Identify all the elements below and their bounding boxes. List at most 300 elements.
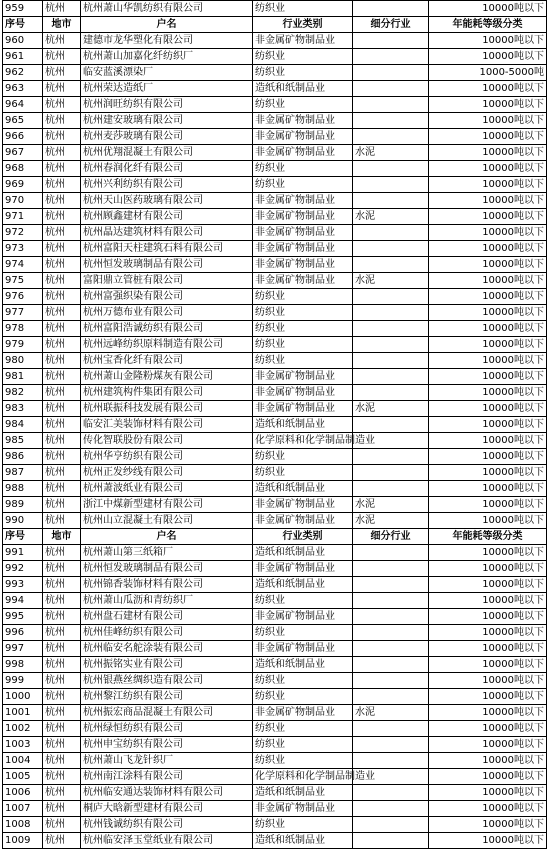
table-row bbox=[3, 65, 547, 81]
row-number: 987 bbox=[3, 465, 43, 481]
table-row bbox=[3, 513, 547, 529]
row-company-name: 杭州萧山瓜沥和青纺织厂 bbox=[81, 593, 253, 609]
row-company-name: 杭州华亨纺织有限公司 bbox=[81, 449, 253, 465]
table-row bbox=[3, 449, 547, 465]
row-number: 977 bbox=[3, 305, 43, 321]
row-energy-class: 10000吨以下 bbox=[429, 817, 547, 833]
row-sub-industry bbox=[353, 833, 429, 849]
row-sub-industry bbox=[353, 625, 429, 641]
row-city: 杭州 bbox=[43, 177, 81, 193]
row-industry: 造纸和纸制品业 bbox=[253, 833, 353, 849]
row-energy-class: 10000吨以下 bbox=[429, 753, 547, 769]
row-sub-industry: 水泥 bbox=[353, 401, 429, 417]
row-city: 杭州 bbox=[43, 625, 81, 641]
row-number: 959 bbox=[3, 1, 43, 17]
header-row bbox=[3, 529, 547, 545]
row-energy-class: 10000吨以下 bbox=[429, 97, 547, 113]
header-industry: 行业类别 bbox=[253, 17, 353, 33]
row-company-name: 杭州万德布业有限公司 bbox=[81, 305, 253, 321]
table-row bbox=[3, 113, 547, 129]
row-sub-industry: 水泥 bbox=[353, 705, 429, 721]
row-industry: 非金属矿物制品业 bbox=[253, 273, 353, 289]
row-energy-class: 10000吨以下 bbox=[429, 801, 547, 817]
table-row bbox=[3, 417, 547, 433]
row-energy-class: 1000-5000吨 bbox=[429, 65, 547, 81]
table-row bbox=[3, 561, 547, 577]
table-row bbox=[3, 641, 547, 657]
row-industry: 纺织业 bbox=[253, 737, 353, 753]
row-sub-industry bbox=[353, 817, 429, 833]
table-row bbox=[3, 337, 547, 353]
row-sub-industry bbox=[353, 97, 429, 113]
row-industry: 纺织业 bbox=[253, 673, 353, 689]
row-number: 1003 bbox=[3, 737, 43, 753]
row-company-name: 桐庐大晗新型建材有限公司 bbox=[81, 801, 253, 817]
table-row bbox=[3, 433, 547, 449]
row-sub-industry bbox=[353, 49, 429, 65]
row-energy-class: 10000吨以下 bbox=[429, 305, 547, 321]
row-sub-industry bbox=[353, 753, 429, 769]
row-number: 1005 bbox=[3, 769, 43, 785]
row-energy-class: 10000吨以下 bbox=[429, 561, 547, 577]
row-company-name: 建德市龙华塑化有限公司 bbox=[81, 33, 253, 49]
row-city: 杭州 bbox=[43, 257, 81, 273]
row-number: 965 bbox=[3, 113, 43, 129]
row-city: 杭州 bbox=[43, 705, 81, 721]
table-row bbox=[3, 305, 547, 321]
row-company-name: 杭州恒发玻璃制品有限公司 bbox=[81, 561, 253, 577]
row-company-name: 杭州恒发玻璃制品有限公司 bbox=[81, 257, 253, 273]
row-sub-industry bbox=[353, 641, 429, 657]
row-industry: 非金属矿物制品业 bbox=[253, 129, 353, 145]
header-no: 序号 bbox=[3, 17, 43, 33]
row-city: 杭州 bbox=[43, 497, 81, 513]
header-industry: 行业类别 bbox=[253, 529, 353, 545]
row-energy-class: 10000吨以下 bbox=[429, 641, 547, 657]
row-energy-class: 10000吨以下 bbox=[429, 609, 547, 625]
row-energy-class: 10000吨以下 bbox=[429, 161, 547, 177]
row-energy-class: 10000吨以下 bbox=[429, 705, 547, 721]
row-company-name: 杭州申宝纺织有限公司 bbox=[81, 737, 253, 753]
row-company-name: 杭州临安通达装饰材料有限公司 bbox=[81, 785, 253, 801]
row-company-name: 杭州山立混凝土有限公司 bbox=[81, 513, 253, 529]
row-sub-industry: 水泥 bbox=[353, 209, 429, 225]
table-row bbox=[3, 625, 547, 641]
row-energy-class: 10000吨以下 bbox=[429, 81, 547, 97]
row-number: 993 bbox=[3, 577, 43, 593]
row-company-name: 杭州富阳浩诚纺织有限公司 bbox=[81, 321, 253, 337]
row-energy-class: 10000吨以下 bbox=[429, 257, 547, 273]
row-company-name: 杭州萧山金隆粉煤灰有限公司 bbox=[81, 369, 253, 385]
row-industry: 非金属矿物制品业 bbox=[253, 801, 353, 817]
row-number: 1008 bbox=[3, 817, 43, 833]
table-row bbox=[3, 209, 547, 225]
row-industry: 造纸和纸制品业 bbox=[253, 545, 353, 561]
row-sub-industry bbox=[353, 657, 429, 673]
row-city: 杭州 bbox=[43, 609, 81, 625]
table-row bbox=[3, 353, 547, 369]
row-number: 974 bbox=[3, 257, 43, 273]
row-city: 杭州 bbox=[43, 49, 81, 65]
row-company-name: 杭州佳峰纺织有限公司 bbox=[81, 625, 253, 641]
row-sub-industry bbox=[353, 1, 429, 17]
row-company-name: 杭州建安玻璃有限公司 bbox=[81, 113, 253, 129]
row-industry: 纺织业 bbox=[253, 721, 353, 737]
row-company-name: 杭州黎江纺织有限公司 bbox=[81, 689, 253, 705]
row-industry: 纺织业 bbox=[253, 1, 353, 17]
table-row bbox=[3, 785, 547, 801]
row-number: 986 bbox=[3, 449, 43, 465]
table-row bbox=[3, 193, 547, 209]
row-energy-class: 10000吨以下 bbox=[429, 337, 547, 353]
row-sub-industry bbox=[353, 417, 429, 433]
row-city: 杭州 bbox=[43, 353, 81, 369]
row-energy-class: 10000吨以下 bbox=[429, 497, 547, 513]
row-industry: 纺织业 bbox=[253, 625, 353, 641]
row-industry: 非金属矿物制品业 bbox=[253, 369, 353, 385]
row-number: 978 bbox=[3, 321, 43, 337]
row-energy-class: 10000吨以下 bbox=[429, 593, 547, 609]
row-number: 960 bbox=[3, 33, 43, 49]
row-number: 988 bbox=[3, 481, 43, 497]
row-industry: 纺织业 bbox=[253, 321, 353, 337]
row-number: 997 bbox=[3, 641, 43, 657]
row-city: 杭州 bbox=[43, 241, 81, 257]
table-row bbox=[3, 273, 547, 289]
row-sub-industry bbox=[353, 689, 429, 705]
row-company-name: 杭州萧山华凯纺织有限公司 bbox=[81, 1, 253, 17]
row-company-name: 临安蓝溪漂染厂 bbox=[81, 65, 253, 81]
row-company-name: 杭州锦香装饰材料有限公司 bbox=[81, 577, 253, 593]
row-number: 963 bbox=[3, 81, 43, 97]
row-number: 980 bbox=[3, 353, 43, 369]
row-industry: 纺织业 bbox=[253, 65, 353, 81]
row-city: 杭州 bbox=[43, 785, 81, 801]
row-industry: 非金属矿物制品业 bbox=[253, 609, 353, 625]
row-city: 杭州 bbox=[43, 193, 81, 209]
row-energy-class: 10000吨以下 bbox=[429, 433, 547, 449]
row-city: 杭州 bbox=[43, 81, 81, 97]
row-energy-class: 10000吨以下 bbox=[429, 401, 547, 417]
table-body-middle bbox=[3, 33, 547, 529]
row-sub-industry bbox=[353, 481, 429, 497]
row-industry: 造纸和纸制品业 bbox=[253, 577, 353, 593]
row-number: 984 bbox=[3, 417, 43, 433]
row-industry: 化学原料和化学制品制造业 bbox=[253, 433, 353, 449]
row-city: 杭州 bbox=[43, 481, 81, 497]
row-sub-industry bbox=[353, 321, 429, 337]
row-company-name: 杭州富强织染有限公司 bbox=[81, 289, 253, 305]
row-number: 964 bbox=[3, 97, 43, 113]
row-city: 杭州 bbox=[43, 833, 81, 849]
row-number: 1001 bbox=[3, 705, 43, 721]
header-city: 地市 bbox=[43, 529, 81, 545]
row-industry: 非金属矿物制品业 bbox=[253, 225, 353, 241]
row-sub-industry: 水泥 bbox=[353, 145, 429, 161]
row-company-name: 杭州盘石建材有限公司 bbox=[81, 609, 253, 625]
row-city: 杭州 bbox=[43, 145, 81, 161]
table-row bbox=[3, 225, 547, 241]
row-city: 杭州 bbox=[43, 97, 81, 113]
row-industry: 非金属矿物制品业 bbox=[253, 705, 353, 721]
row-number: 985 bbox=[3, 433, 43, 449]
row-company-name: 杭州萧山飞龙针织厂 bbox=[81, 753, 253, 769]
row-number: 966 bbox=[3, 129, 43, 145]
row-company-name: 杭州优翔混凝土有限公司 bbox=[81, 145, 253, 161]
row-industry: 非金属矿物制品业 bbox=[253, 497, 353, 513]
row-city: 杭州 bbox=[43, 817, 81, 833]
row-sub-industry bbox=[353, 721, 429, 737]
row-sub-industry bbox=[353, 449, 429, 465]
table-row bbox=[3, 657, 547, 673]
table-row bbox=[3, 609, 547, 625]
table-row bbox=[3, 33, 547, 49]
row-sub-industry bbox=[353, 33, 429, 49]
row-industry: 造纸和纸制品业 bbox=[253, 81, 353, 97]
row-company-name: 杭州萧波纸业有限公司 bbox=[81, 481, 253, 497]
table-row bbox=[3, 321, 547, 337]
row-industry: 非金属矿物制品业 bbox=[253, 513, 353, 529]
row-industry: 纺织业 bbox=[253, 305, 353, 321]
row-company-name: 杭州润旺纺织有限公司 bbox=[81, 97, 253, 113]
row-industry: 造纸和纸制品业 bbox=[253, 657, 353, 673]
table-row bbox=[3, 177, 547, 193]
row-industry: 纺织业 bbox=[253, 465, 353, 481]
row-energy-class: 10000吨以下 bbox=[429, 785, 547, 801]
row-city: 杭州 bbox=[43, 449, 81, 465]
row-energy-class: 10000吨以下 bbox=[429, 385, 547, 401]
row-sub-industry: 水泥 bbox=[353, 273, 429, 289]
row-number: 1000 bbox=[3, 689, 43, 705]
row-industry: 纺织业 bbox=[253, 49, 353, 65]
row-number: 973 bbox=[3, 241, 43, 257]
row-sub-industry bbox=[353, 177, 429, 193]
data-table bbox=[2, 0, 547, 849]
row-energy-class: 10000吨以下 bbox=[429, 49, 547, 65]
row-sub-industry bbox=[353, 737, 429, 753]
row-company-name: 杭州远峰纺织原料制造有限公司 bbox=[81, 337, 253, 353]
row-sub-industry bbox=[353, 465, 429, 481]
row-energy-class: 10000吨以下 bbox=[429, 177, 547, 193]
table-row bbox=[3, 465, 547, 481]
row-sub-industry bbox=[353, 593, 429, 609]
table-header-2 bbox=[3, 529, 547, 545]
row-sub-industry bbox=[353, 193, 429, 209]
row-company-name: 杭州萧山第三纸箱厂 bbox=[81, 545, 253, 561]
table-header-1 bbox=[3, 17, 547, 33]
row-number: 961 bbox=[3, 49, 43, 65]
row-city: 杭州 bbox=[43, 33, 81, 49]
row-sub-industry bbox=[353, 65, 429, 81]
row-industry: 非金属矿物制品业 bbox=[253, 385, 353, 401]
row-industry: 化学原料和化学制品制造业 bbox=[253, 769, 353, 785]
row-sub-industry bbox=[353, 369, 429, 385]
row-industry: 造纸和纸制品业 bbox=[253, 481, 353, 497]
row-energy-class: 10000吨以下 bbox=[429, 1, 547, 17]
row-energy-class: 10000吨以下 bbox=[429, 737, 547, 753]
row-industry: 非金属矿物制品业 bbox=[253, 641, 353, 657]
row-industry: 纺织业 bbox=[253, 177, 353, 193]
row-company-name: 杭州临安名舵涂装有限公司 bbox=[81, 641, 253, 657]
row-company-name: 杭州萧山加嘉化纤纺织厂 bbox=[81, 49, 253, 65]
row-sub-industry bbox=[353, 545, 429, 561]
row-sub-industry bbox=[353, 161, 429, 177]
row-city: 杭州 bbox=[43, 753, 81, 769]
row-company-name: 杭州临安泽玉堂纸业有限公司 bbox=[81, 833, 253, 849]
row-energy-class: 10000吨以下 bbox=[429, 689, 547, 705]
row-company-name: 杭州宝香化纤有限公司 bbox=[81, 353, 253, 369]
row-number: 962 bbox=[3, 65, 43, 81]
table-row bbox=[3, 705, 547, 721]
table-row bbox=[3, 737, 547, 753]
row-company-name: 杭州富阳天柱建筑石料有限公司 bbox=[81, 241, 253, 257]
row-energy-class: 10000吨以下 bbox=[429, 833, 547, 849]
row-energy-class: 10000吨以下 bbox=[429, 577, 547, 593]
row-energy-class: 10000吨以下 bbox=[429, 353, 547, 369]
row-city: 杭州 bbox=[43, 641, 81, 657]
row-number: 1007 bbox=[3, 801, 43, 817]
table-row bbox=[3, 753, 547, 769]
row-sub-industry bbox=[353, 337, 429, 353]
header-sub-industry: 细分行业 bbox=[353, 529, 429, 545]
table-row bbox=[3, 81, 547, 97]
row-city: 杭州 bbox=[43, 689, 81, 705]
row-industry: 非金属矿物制品业 bbox=[253, 561, 353, 577]
row-number: 975 bbox=[3, 273, 43, 289]
table-row bbox=[3, 97, 547, 113]
row-industry: 非金属矿物制品业 bbox=[253, 33, 353, 49]
row-energy-class: 10000吨以下 bbox=[429, 145, 547, 161]
row-company-name: 杭州晶达建筑材料有限公司 bbox=[81, 225, 253, 241]
row-industry: 非金属矿物制品业 bbox=[253, 401, 353, 417]
row-number: 981 bbox=[3, 369, 43, 385]
table-row bbox=[3, 129, 547, 145]
row-city: 杭州 bbox=[43, 673, 81, 689]
row-sub-industry bbox=[353, 241, 429, 257]
row-industry: 非金属矿物制品业 bbox=[253, 257, 353, 273]
header-city: 地市 bbox=[43, 17, 81, 33]
row-industry: 非金属矿物制品业 bbox=[253, 113, 353, 129]
row-sub-industry bbox=[353, 225, 429, 241]
row-city: 杭州 bbox=[43, 801, 81, 817]
row-city: 杭州 bbox=[43, 369, 81, 385]
row-sub-industry bbox=[353, 113, 429, 129]
row-city: 杭州 bbox=[43, 465, 81, 481]
row-city: 杭州 bbox=[43, 129, 81, 145]
row-city: 杭州 bbox=[43, 225, 81, 241]
row-industry: 纺织业 bbox=[253, 753, 353, 769]
row-sub-industry bbox=[353, 577, 429, 593]
row-city: 杭州 bbox=[43, 113, 81, 129]
row-sub-industry bbox=[353, 305, 429, 321]
row-industry: 纺织业 bbox=[253, 161, 353, 177]
row-city: 杭州 bbox=[43, 385, 81, 401]
row-energy-class: 10000吨以下 bbox=[429, 273, 547, 289]
table-row bbox=[3, 673, 547, 689]
row-sub-industry bbox=[353, 353, 429, 369]
row-sub-industry bbox=[353, 257, 429, 273]
row-energy-class: 10000吨以下 bbox=[429, 449, 547, 465]
row-city: 杭州 bbox=[43, 417, 81, 433]
row-energy-class: 10000吨以下 bbox=[429, 193, 547, 209]
row-industry: 纺织业 bbox=[253, 353, 353, 369]
table-row bbox=[3, 481, 547, 497]
header-row bbox=[3, 17, 547, 33]
row-energy-class: 10000吨以下 bbox=[429, 33, 547, 49]
table-row bbox=[3, 769, 547, 785]
row-city: 杭州 bbox=[43, 657, 81, 673]
row-number: 992 bbox=[3, 561, 43, 577]
row-sub-industry bbox=[353, 129, 429, 145]
row-number: 991 bbox=[3, 545, 43, 561]
row-company-name: 杭州荣达造纸厂 bbox=[81, 81, 253, 97]
row-company-name: 杭州春润化纤有限公司 bbox=[81, 161, 253, 177]
table-row bbox=[3, 801, 547, 817]
row-company-name: 杭州振宏商品混凝土有限公司 bbox=[81, 705, 253, 721]
table-row bbox=[3, 289, 547, 305]
row-city: 杭州 bbox=[43, 577, 81, 593]
row-company-name: 杭州麦莎玻璃有限公司 bbox=[81, 129, 253, 145]
row-energy-class: 10000吨以下 bbox=[429, 369, 547, 385]
table-body-bottom bbox=[3, 545, 547, 849]
row-energy-class: 10000吨以下 bbox=[429, 289, 547, 305]
row-energy-class: 10000吨以下 bbox=[429, 465, 547, 481]
row-industry: 纺织业 bbox=[253, 337, 353, 353]
row-number: 1009 bbox=[3, 833, 43, 849]
row-city: 杭州 bbox=[43, 65, 81, 81]
table-row bbox=[3, 385, 547, 401]
row-number: 968 bbox=[3, 161, 43, 177]
row-industry: 造纸和纸制品业 bbox=[253, 785, 353, 801]
row-number: 982 bbox=[3, 385, 43, 401]
row-number: 979 bbox=[3, 337, 43, 353]
row-industry: 纺织业 bbox=[253, 97, 353, 113]
row-industry: 非金属矿物制品业 bbox=[253, 145, 353, 161]
row-city: 杭州 bbox=[43, 337, 81, 353]
row-company-name: 杭州兴利纺织有限公司 bbox=[81, 177, 253, 193]
header-energy-class: 年能耗等级分类 bbox=[429, 529, 547, 545]
table-row bbox=[3, 817, 547, 833]
row-sub-industry bbox=[353, 609, 429, 625]
row-company-name: 杭州南江涂料有限公司 bbox=[81, 769, 253, 785]
row-city: 杭州 bbox=[43, 209, 81, 225]
row-city: 杭州 bbox=[43, 593, 81, 609]
row-city: 杭州 bbox=[43, 273, 81, 289]
row-company-name: 富阳鼎立管桩有限公司 bbox=[81, 273, 253, 289]
row-energy-class: 10000吨以下 bbox=[429, 513, 547, 529]
row-company-name: 杭州建筑构件集团有限公司 bbox=[81, 385, 253, 401]
table-row bbox=[3, 545, 547, 561]
row-company-name: 杭州银燕丝绸织造有限公司 bbox=[81, 673, 253, 689]
row-number: 969 bbox=[3, 177, 43, 193]
row-city: 杭州 bbox=[43, 401, 81, 417]
row-industry: 纺织业 bbox=[253, 289, 353, 305]
row-sub-industry bbox=[353, 561, 429, 577]
row-number: 990 bbox=[3, 513, 43, 529]
row-city: 杭州 bbox=[43, 513, 81, 529]
header-name: 户名 bbox=[81, 17, 253, 33]
row-sub-industry bbox=[353, 801, 429, 817]
row-industry: 非金属矿物制品业 bbox=[253, 209, 353, 225]
row-city: 杭州 bbox=[43, 1, 81, 17]
table-row bbox=[3, 369, 547, 385]
table-row bbox=[3, 1, 547, 17]
row-sub-industry bbox=[353, 785, 429, 801]
row-energy-class: 10000吨以下 bbox=[429, 321, 547, 337]
header-name: 户名 bbox=[81, 529, 253, 545]
row-number: 989 bbox=[3, 497, 43, 513]
table-row bbox=[3, 49, 547, 65]
